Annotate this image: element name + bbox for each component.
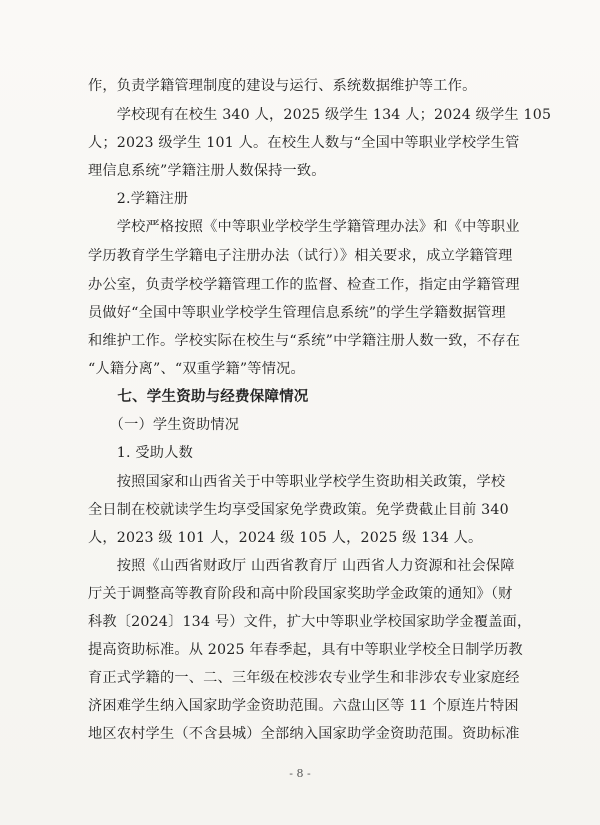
text-line: 学校现有在校生 340 人，2025 级学生 134 人；2024 级学生 105: [88, 107, 552, 123]
text-line: 作，负责学籍管理制度的建设与运行、系统数据维护等工作。: [88, 78, 477, 94]
text-line: 学历教育学生学籍电子注册办法（试行）》相关要求，成立学籍管理: [88, 248, 513, 264]
text-line: 理信息系统”学籍注册人数保持一致。: [88, 163, 326, 179]
text-line: 办公室，负责学校学籍管理工作的监督、检查工作，指定由学籍管理: [88, 277, 520, 293]
subsection-heading: 1. 受助人数: [88, 445, 193, 461]
text-line: 地区农村学生（不含县城）全部纳入国家助学金资助范围。资助标准: [88, 726, 520, 742]
text-line: 济困难学生纳入国家助学金资助范围。六盘山区等 11 个原连片特困: [88, 698, 519, 714]
subsection-heading: （一）学生资助情况: [88, 417, 240, 433]
page-number: - 8 -: [289, 767, 311, 780]
text-line: 员做好“全国中等职业学校学生管理信息系统”的学生学籍数据管理: [88, 305, 506, 321]
text-line: 人；2023 级学生 101 人。在校生人数与“全国中等职业学校学生管: [88, 135, 520, 151]
text-line: 学校严格按照《中等职业学校学生学籍管理办法》和《中等职业: [88, 219, 520, 235]
text-line: 厅关于调整高等教育阶段和高中阶段国家奖助学金政策的通知》（财: [88, 586, 513, 602]
text-line: 育正式学籍的一、二、三年级在校涉农专业学生和非涉农专业家庭经: [88, 670, 520, 686]
text-line: 按照国家和山西省关于中等职业学校学生资助相关政策，学校: [88, 474, 506, 490]
text-line: 提高资助标准。从 2025 年春季起，具有中等职业学校全日制学历教: [88, 642, 523, 658]
text-line: “人籍分离”、“双重学籍”等情况。: [88, 361, 305, 377]
text-line: 和维护工作。学校实际在校生与“系统”中学籍注册人数一致，不存在: [88, 333, 521, 349]
text-line: 全日制在校就读学生均享受国家免学费政策。免学费截止目前 340: [88, 502, 509, 518]
text-line: 按照《山西省财政厅 山西省教育厅 山西省人力资源和社会保障: [88, 558, 515, 574]
section-heading: 2.学籍注册: [88, 191, 189, 207]
text-line: 科教〔2024〕134 号）文件，扩大中等职业学校国家助学金覆盖面，: [88, 614, 532, 630]
chapter-heading: 七、学生资助与经费保障情况: [88, 389, 309, 405]
text-line: 人，2023 级 101 人，2024 级 105 人，2025 级 134 人。: [88, 530, 483, 546]
